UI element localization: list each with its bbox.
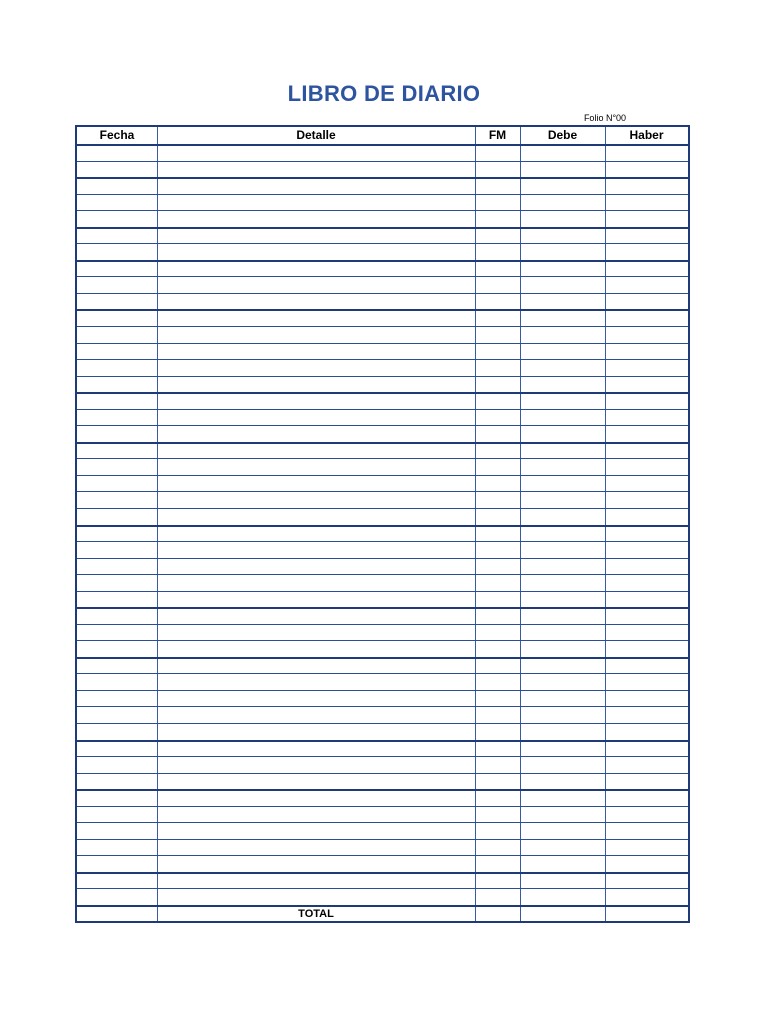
column-header-fecha: Fecha — [99, 128, 135, 142]
journal-table — [75, 125, 690, 923]
row-line — [77, 343, 688, 344]
column-header-fm: FM — [488, 128, 507, 142]
row-line — [77, 657, 688, 659]
row-line — [77, 161, 688, 162]
row-line — [77, 855, 688, 856]
row-line — [77, 227, 688, 229]
row-line — [77, 640, 688, 641]
row-line — [77, 690, 688, 691]
row-line — [77, 260, 688, 262]
total-divider — [77, 905, 688, 907]
row-line — [77, 789, 688, 791]
column-divider — [520, 127, 521, 921]
row-line — [77, 607, 688, 609]
page-title: LIBRO DE DIARIO — [287, 81, 481, 106]
row-line — [77, 309, 688, 311]
row-line — [77, 839, 688, 840]
row-line — [77, 458, 688, 459]
column-divider — [475, 127, 476, 921]
folio-number: Folio N°00 — [583, 113, 627, 123]
row-line — [77, 243, 688, 244]
row-line — [77, 475, 688, 476]
column-header-debe: Debe — [547, 128, 578, 142]
row-line — [77, 525, 688, 527]
column-header-detalle: Detalle — [296, 128, 336, 142]
journal-grid — [77, 127, 688, 921]
row-line — [77, 773, 688, 774]
row-line — [77, 591, 688, 592]
row-line — [77, 293, 688, 294]
row-line — [77, 624, 688, 625]
row-line — [77, 177, 688, 179]
row-line — [77, 872, 688, 874]
column-header-haber: Haber — [629, 128, 664, 142]
row-line — [77, 574, 688, 575]
row-line — [77, 508, 688, 509]
row-line — [77, 558, 688, 559]
row-line — [77, 541, 688, 542]
row-line — [77, 359, 688, 360]
row-line — [77, 376, 688, 377]
column-divider — [605, 127, 606, 921]
row-line — [77, 756, 688, 757]
row-line — [77, 425, 688, 426]
row-line — [77, 723, 688, 724]
column-divider — [157, 127, 158, 921]
row-line — [77, 276, 688, 277]
row-line — [77, 194, 688, 195]
row-line — [77, 822, 688, 823]
row-line — [77, 392, 688, 394]
total-label: TOTAL — [298, 908, 334, 920]
row-line — [77, 409, 688, 410]
row-line — [77, 326, 688, 327]
row-line — [77, 210, 688, 211]
row-line — [77, 888, 688, 889]
row-line — [77, 706, 688, 707]
row-line — [77, 806, 688, 807]
row-line — [77, 740, 688, 742]
row-line — [77, 442, 688, 444]
row-line — [77, 491, 688, 492]
header-divider — [77, 144, 688, 146]
row-line — [77, 673, 688, 674]
